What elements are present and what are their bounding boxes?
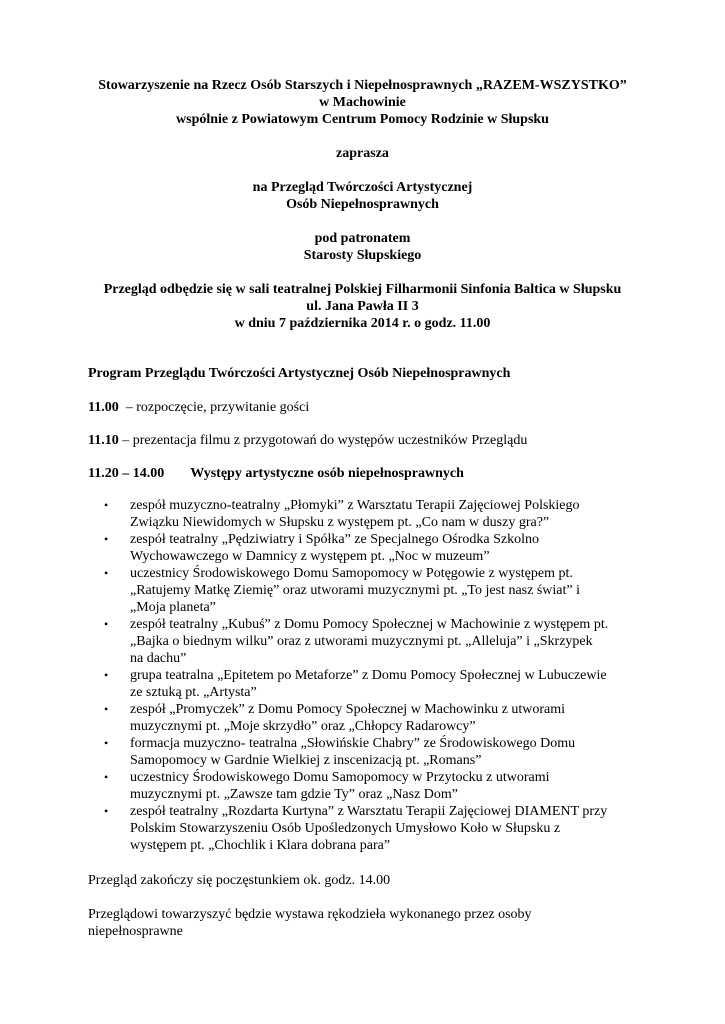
patronage-block — [60, 230, 665, 264]
organizer-line-2: w Machowinie — [319, 95, 406, 110]
bullet-icon: • — [104, 736, 109, 750]
program-item-opening-text: – rozpoczęcie, przywitanie gości — [118, 400, 310, 415]
performance-item-line: uczestnicy Środowiskowego Domu Samopomocy w Potęgowie z występem pt. — [130, 566, 573, 581]
organizer-line-1: Stowarzyszenie na Rzecz Osób Starszych i Niepełnosprawnych „RAZEM-WSZYSTKO” — [98, 78, 627, 93]
performance-item-line: zespół muzyczno-teatralny „Płomyki” z Warsztatu Terapii Zajęciowej Polskiego — [130, 498, 580, 513]
venue-line-1: Przegląd odbędzie się w sali teatralnej Polskiej Filharmonii Sinfonia Baltica w Słupsku — [103, 282, 622, 297]
organizer-line-3: wspólnie z Powiatowym Centrum Pomocy Rodzinie w Słupsku — [176, 112, 549, 127]
program-item-opening — [88, 399, 668, 416]
performance-item-line: muzycznymi pt. „Moje skrzydło” oraz „Chłopcy Radarowcy” — [130, 719, 476, 734]
program-item-film — [88, 432, 668, 449]
exhibition-note — [88, 906, 668, 940]
patronage-line-2: Starosty Słupskiego — [303, 248, 422, 263]
performance-item-line: „Moja planeta” — [130, 600, 216, 615]
program-item-performances — [88, 465, 668, 482]
performance-item-line: zespół „Promyczek” z Domu Pomocy Społecznej w Machowinku z utworami — [130, 702, 566, 717]
organizer-block — [60, 77, 665, 128]
performance-item — [104, 667, 664, 701]
performance-item — [104, 735, 664, 769]
performance-item — [104, 803, 664, 854]
bullet-icon: • — [104, 498, 109, 512]
performance-item-line: muzycznymi pt. „Zawsze tam gdzie Ty” oraz „Nasz Dom” — [130, 787, 459, 802]
performance-item — [104, 497, 664, 531]
performance-item-line: „Bajka o biednym wilku” oraz z utworami muzycznymi pt. „Alleluja” i „Skrzypek — [130, 634, 593, 649]
program-title: Program Przeglądu Twórczości Artystycznej Osób Niepełnosprawnych — [88, 366, 511, 381]
performance-item — [104, 701, 664, 735]
bullet-icon: • — [104, 702, 109, 716]
performance-item-line: Związku Niewidomych w Słupsku z występem pt. „Co nam w duszy gra?” — [130, 515, 550, 530]
performance-item-line: zespół teatralny „Kubuś” z Domu Pomocy Społecznej w Machowinie z występem pt. — [130, 617, 609, 632]
program-item-film-time: 11.10 — [88, 433, 119, 448]
venue-line-2: ul. Jana Pawła II 3 — [306, 299, 419, 314]
invitation-block — [60, 145, 665, 162]
performance-item-line: formacja muzyczno- teatralna „Słowińskie Chabry” ze Środowiskowego Domu — [130, 736, 576, 751]
closing-text: Przegląd zakończy się poczęstunkiem ok. godz. 14.00 — [88, 873, 391, 888]
performance-item-line: uczestnicy Środowiskowego Domu Samopomocy w Przytocku z utworami — [130, 770, 550, 785]
bullet-icon: • — [104, 804, 109, 818]
patronage-line-1: pod patronatem — [314, 231, 411, 246]
event-title-block — [60, 179, 665, 213]
exhibition-line-1: Przeglądowi towarzyszyć będzie wystawa rękodzieła wykonanego przez osoby — [88, 907, 532, 922]
performance-item-line: Samopomocy w Gardnie Wielkiej z inscenizacją pt. „Romans” — [130, 753, 482, 768]
performance-item-line: „Ratujemy Matkę Ziemię” oraz utworami muzycznymi pt. „To jest nasz świat” i — [130, 583, 580, 598]
invites-text: zaprasza — [336, 146, 389, 161]
program-item-performances-time: 11.20 – 14.00 — [88, 466, 165, 481]
performance-item-line: grupa teatralna „Epitetem po Metaforze” z Domu Pomocy Społecznej w Lubuczewie — [130, 668, 607, 683]
event-title-line-2: Osób Niepełnosprawnych — [286, 197, 439, 212]
performance-list — [104, 497, 664, 854]
bullet-icon: • — [104, 566, 109, 580]
performance-item-line: występem pt. „Chochlik i Klara dobrana para” — [130, 838, 391, 853]
exhibition-line-2: niepełnosprawne — [88, 924, 183, 939]
performance-item-line: ze sztuką pt. „Artysta” — [130, 685, 257, 700]
bullet-icon: • — [104, 617, 109, 631]
bullet-icon: • — [104, 668, 109, 682]
program-item-opening-time: 11.00 — [88, 400, 119, 415]
event-title-line-1: na Przegląd Twórczości Artystycznej — [252, 180, 473, 195]
bullet-icon: • — [104, 770, 109, 784]
performance-item-line: zespół teatralny „Rozdarta Kurtyna” z Warsztatu Terapii Zajęciowej DIAMENT przy — [130, 804, 608, 819]
performance-item — [104, 769, 664, 803]
performance-item — [104, 616, 664, 667]
bullet-icon: • — [104, 532, 109, 546]
program-item-film-text: – prezentacja filmu z przygotowań do występów uczestników Przeglądu — [118, 433, 528, 448]
performance-item-line: zespół teatralny „Pędziwiatry i Spółka” ze Specjalnego Ośrodka Szkolno — [130, 532, 539, 547]
performance-item — [104, 565, 664, 616]
venue-line-3: w dniu 7 października 2014 r. o godz. 11.00 — [234, 316, 491, 331]
performance-item-line: na dachu” — [130, 651, 187, 666]
performance-item-line: Wychowawczego w Damnicy z występem pt. „Noc w muzeum” — [130, 549, 490, 564]
venue-block — [60, 281, 665, 332]
performance-item-line: Polskim Stowarzyszeniu Osób Upośledzonych Umysłowo Koło w Słupsku z — [130, 821, 561, 836]
program-item-performances-text: Występy artystyczne osób niepełnosprawnych — [190, 466, 464, 481]
performance-item — [104, 531, 664, 565]
